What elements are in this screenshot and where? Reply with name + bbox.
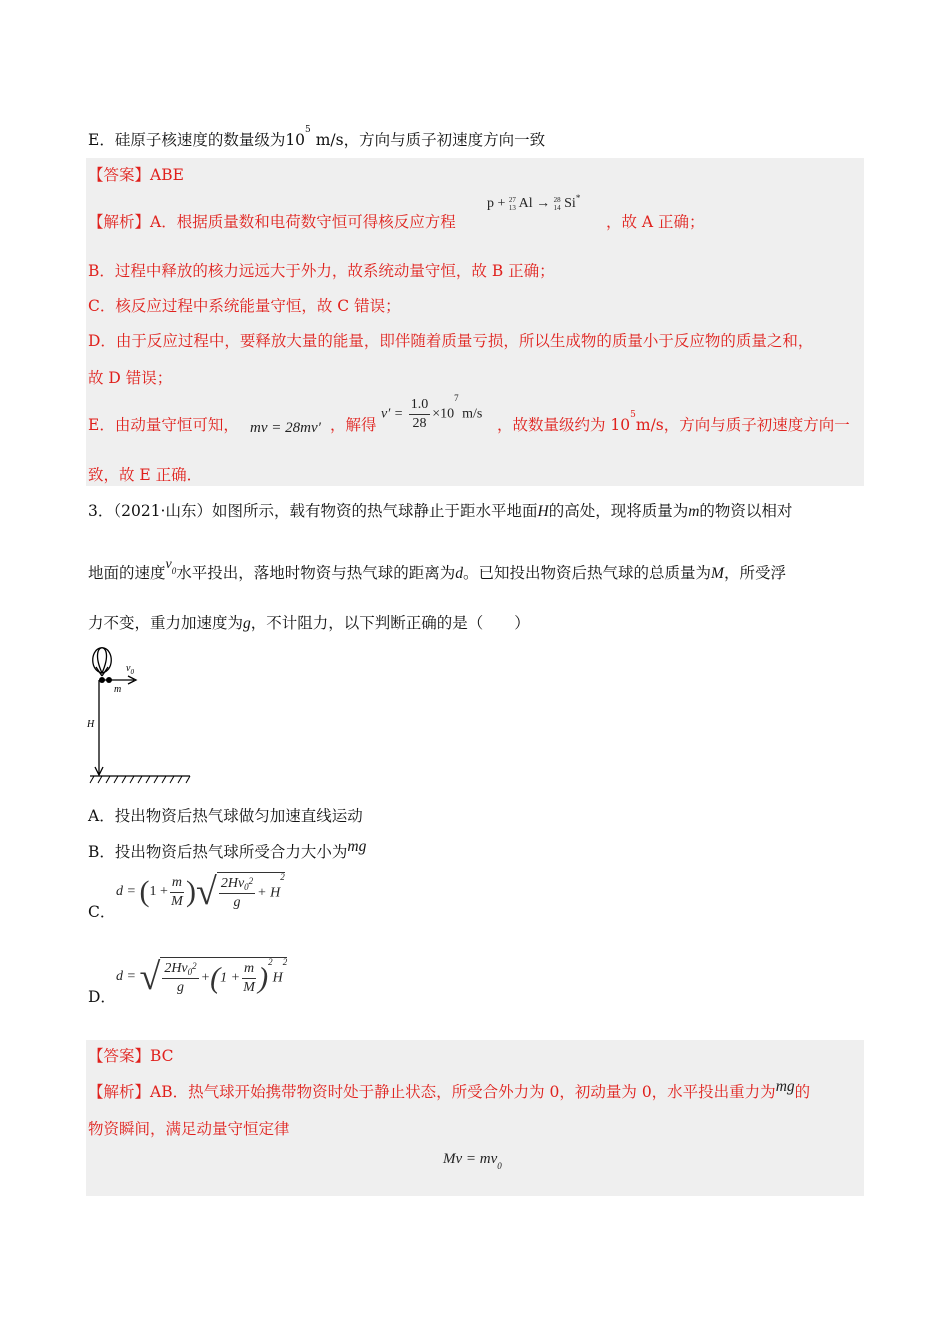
nuclear-equation: p + 27 13 Al → 28 14 Si* [487,193,581,212]
q3-momentum-eq: $Mv = mv_0$ [443,1151,502,1171]
q2-momentum-eq: mv = 28mv′ [250,420,321,436]
q3-analysis-2: 物资瞬间，满足动量守恒定律 [88,1120,290,1138]
q2-analysis-d1: D．由于反应过程中，要释放大量的能量，即伴随着质量亏损，所以生成物的质量小于反应物的质量之和， [88,332,814,350]
q3-option-d: D． [88,988,116,1006]
q2-analysis-e-pre: E．由动量守恒可知， [88,416,239,434]
q3-stem-line1: 3．（2021·山东）如图所示，载有物资的热气球静止于距水平地面H的高处，现将质量为m的物资以相对 [88,502,793,520]
basket-dot [99,677,105,683]
al-numbers: 27 13 [508,196,516,212]
velocity-fraction: $\frac{1.0}{28}$ [410,397,429,431]
formula-c: d = (1 + $\frac{m}{M}$ )√ $\frac{2Hv_0^2}{g}$ + $H^2$ [116,871,285,913]
q2-analysis-e-line2: 致，故 E 正确． [88,466,203,484]
q2-analysis-e-mid: ，解得 [330,416,377,434]
q2-analysis-b: B．过程中释放的核力远远大于外力，故系统动量守恒，故 B 正确； [88,262,555,280]
formula-d: d = √ $\frac{2Hv_0^2}{g}$ +(1 + $\frac{m}{M}$ )$^2H^2$ [116,956,288,998]
q2-answer-block [86,158,864,486]
q2-analysis-e-post: ，故数量级约为 $10^5m/s$，方向与质子初速度方向一 [497,410,850,434]
figure-label-v0: $v_0$ [126,663,134,676]
ground-hatch [90,776,190,783]
q2-analysis-d2: 故 D 错误； [88,369,173,387]
si-numbers: 28 14 [553,196,561,212]
balloon-right-lobe [98,648,112,673]
q3-option-c: C． [88,903,116,921]
q3-analysis-1: 【解析】AB．热气球开始携带物资时处于静止状态，所受合外力为 0，初动量为 0，水平投出重力为mg的 [88,1078,811,1101]
figure-label-m: m [114,684,122,695]
q3-answer: 【答案】BC [88,1047,174,1065]
q2-analysis-c: C．核反应过程中系统能量守恒，故 C 错误； [88,297,401,315]
q2-analysis-a-post: ，故 A 正确； [606,213,705,231]
q3-option-a: A．投出物资后热气球做匀加速直线运动 [88,807,363,825]
q3-stem-line2: 地面的速度$v_0$水平投出，落地时物资与热气球的距离为d。已知投出物资后热气球的总质量为M，所受浮 [88,557,786,582]
balloon-figure [82,643,202,788]
q2-velocity-eq: v′ = $\frac{1.0}{28}$ $\times 10^7$ m/s [381,393,483,431]
balloon-left-lobe [93,648,107,673]
q3-option-b: B．投出物资后热气球所受合力大小为mg [88,838,367,861]
cargo-dot [106,677,112,683]
q2-answer: 【答案】ABE [88,166,184,184]
q2-analysis-a: 【解析】A．根据质量数和电荷数守恒可得核反应方程 [88,213,456,231]
q3-stem-line3: 力不变，重力加速度为g，不计阻力，以下判断正确的是（ ） [88,614,530,632]
figure-label-H: H [87,719,95,730]
q2-option-e: E．硅原子核速度的数量级为$10^5$ m/s，方向与质子初速度方向一致 [88,125,546,149]
